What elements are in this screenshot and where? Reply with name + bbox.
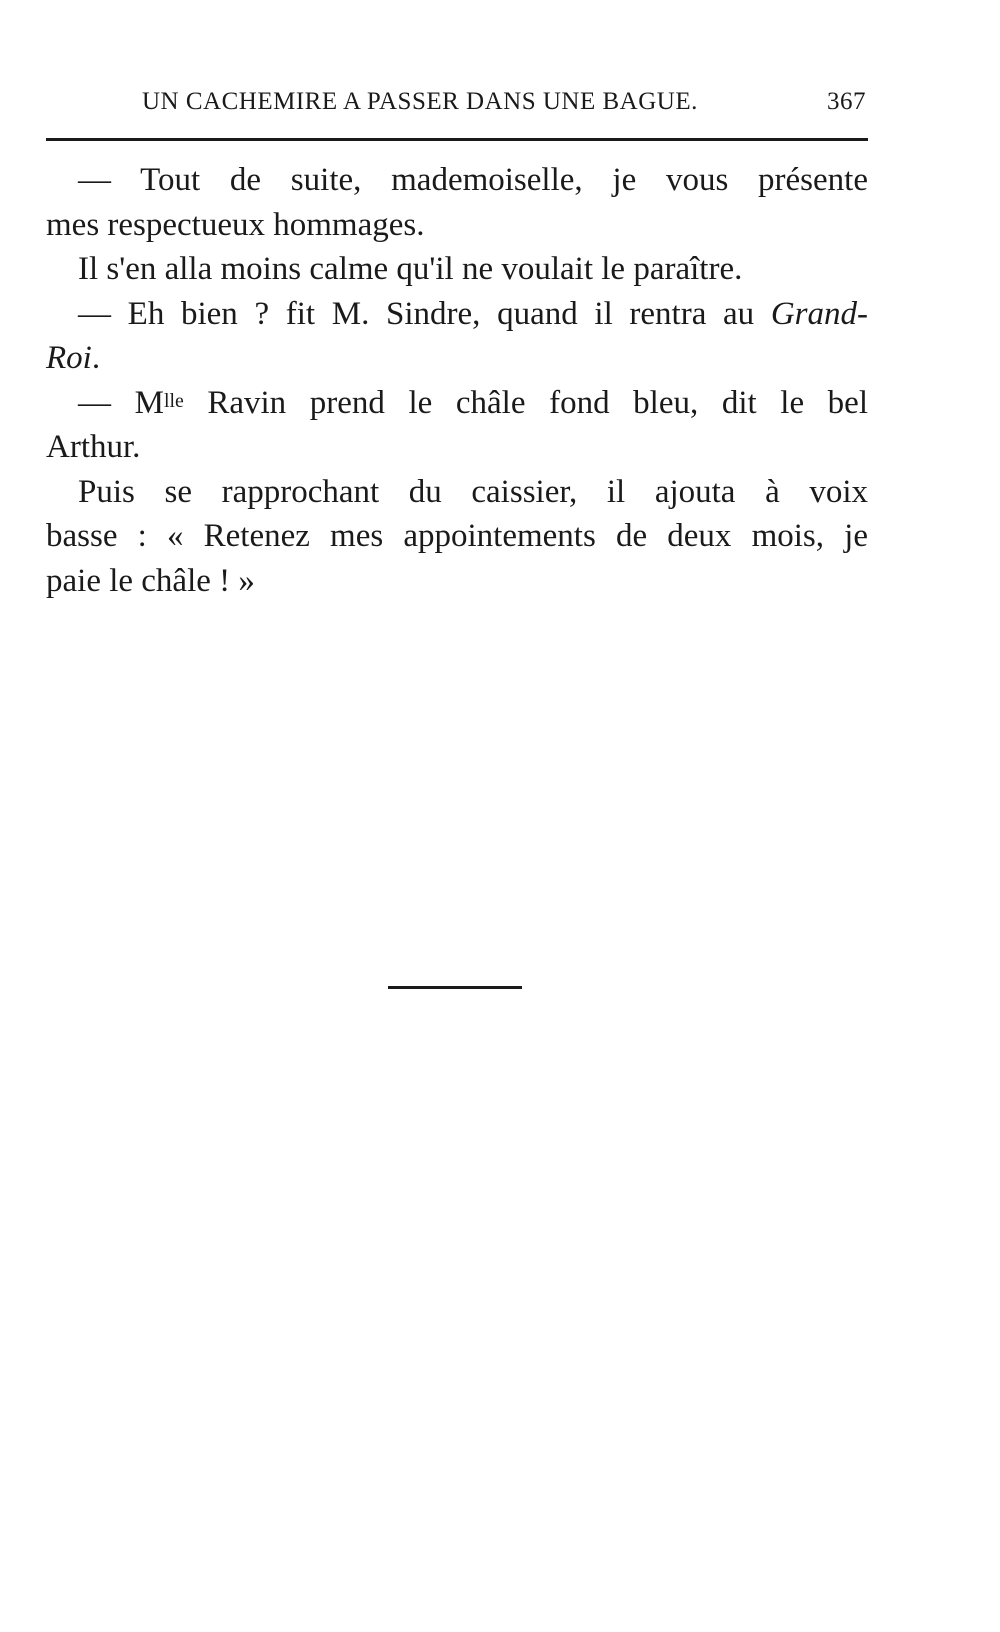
paragraph-3 — [46, 292, 868, 381]
paragraph-5 — [46, 470, 868, 604]
end-rule — [388, 986, 522, 989]
paragraph-5-line-1: Puis se rapprochant du caissier, il ajouta à voix — [78, 473, 868, 510]
paragraph-4-text: Ravin prend le châle fond bleu, dit le bel — [183, 384, 869, 421]
paragraph-4 — [46, 381, 868, 470]
paragraph-4-line-1 — [46, 381, 868, 426]
paragraph-1 — [46, 158, 868, 247]
running-title: UN CACHEMIRE A PASSER DANS UNE BAGUE. — [142, 88, 698, 115]
paragraph-1-line-2: mes respectueux hommages. — [46, 206, 425, 243]
paragraph-4-line-2: Arthur. — [46, 429, 141, 465]
body-text — [46, 158, 868, 603]
paragraph-2-line-1: Il s'en alla moins calme qu'il ne voulait le paraître. — [78, 251, 743, 287]
paragraph-5-line-2: basse : « Retenez mes appointements de deux mois, je — [46, 518, 868, 554]
paragraph-3-text: — Eh bien ? fit M. Sindre, quand il rentra au — [78, 295, 771, 332]
paragraph-3-end: . — [91, 340, 101, 376]
paragraph-3-line-2 — [14, 336, 868, 381]
paragraph-2 — [46, 247, 868, 292]
paragraph-1-line-1: — Tout de suite, mademoiselle, je vous présente — [78, 162, 868, 198]
paragraph-3-line-1 — [46, 292, 868, 337]
page-number: 367 — [827, 88, 866, 115]
paragraph-5-line-3: paie le châle ! » — [46, 562, 255, 599]
header-rule — [46, 138, 868, 141]
running-head — [46, 88, 866, 128]
paragraph-4-dash: — M — [78, 384, 164, 421]
paragraph-4-superscript: lle — [163, 389, 184, 412]
paragraph-3-italic-2: Roi — [46, 340, 92, 376]
paragraph-3-italic-1: Grand- — [770, 295, 868, 332]
